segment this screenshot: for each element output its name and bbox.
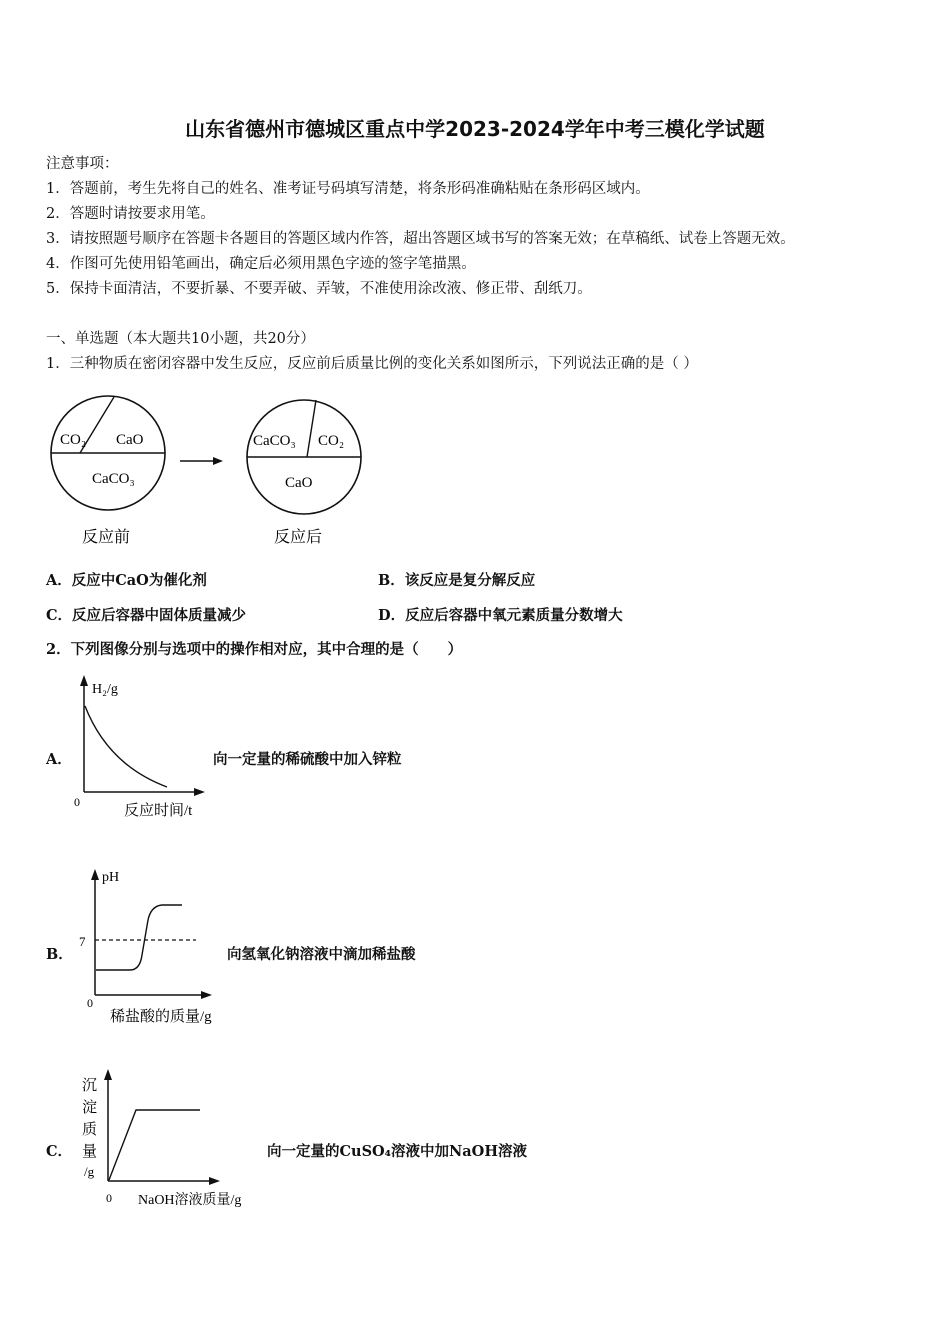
graph-c-origin: 0 (106, 1191, 112, 1205)
section-heading: 一、单选题（本大题共10小题，共20分） (46, 331, 315, 347)
graph-c-ylabel-3: 质 (82, 1122, 98, 1138)
question-2-stem: 2．下列图像分别与选项中的操作相对应，其中合理的是（ ） (46, 641, 463, 658)
q2-option-b-letter: B． (46, 946, 73, 963)
q2-option-c-desc: 向一定量的CuSO₄溶液中加NaOH溶液 (267, 1143, 528, 1160)
graph-c-xlabel: NaOH溶液质量/g (138, 1193, 242, 1208)
graph-c-line (109, 1110, 200, 1180)
graph-a-origin: 0 (74, 795, 80, 809)
graph-c-ylabel-4: 量 (82, 1144, 98, 1160)
pie-after-caption: 反应后 (274, 529, 323, 546)
graph-a-xlabel: 反应时间/t (124, 803, 193, 819)
notice-item: 2．答题时请按要求用笔。 (46, 206, 215, 222)
pie-before-caption: 反应前 (82, 529, 131, 546)
q2-option-c-letter: C． (46, 1143, 73, 1160)
q2-option-b-desc: 向氢氧化钠溶液中滴加稀盐酸 (227, 946, 416, 963)
q1-option-c: C．反应后容器中固体质量减少 (46, 607, 247, 624)
notice-item: 1．答题前，考生先将自己的姓名、准考证号码填写清楚，将条形码准确粘贴在条形码区域内。 (46, 181, 650, 197)
q1-option-a: A．反应中CaO为催化剂 (46, 572, 207, 589)
q2-option-a-letter: A． (46, 751, 72, 768)
pie-after-label-3: CaO (285, 475, 313, 491)
graph-b-ylabel: pH (102, 870, 120, 885)
q2-option-a-desc: 向一定量的稀硫酸中加入锌粒 (213, 751, 402, 768)
q1-option-b: B．该反应是复分解反应 (378, 572, 536, 589)
pie-after-label-1: CaCO₃ (253, 433, 296, 449)
page-title: 山东省德州市德城区重点中学2023-2024学年中考三模化学试题 (185, 117, 765, 141)
question-1-stem: 1．三种物质在密闭容器中发生反应，反应前后质量比例的变化关系如图所示，下列说法正确的是（ ） (46, 356, 698, 372)
notice-item: 4．作图可先使用铅笔画出，确定后必须用黑色字迹的签字笔描黑。 (46, 256, 476, 272)
notice-heading: 注意事项： (46, 156, 119, 172)
notice-item: 3．请按照题号顺序在答题卡各题目的答题区域内作答，超出答题区域书写的答案无效；在草稿纸、试卷上答题无效。 (46, 231, 795, 247)
graph-b-xlabel: 稀盐酸的质量/g (110, 1009, 212, 1025)
q1-option-d: D．反应后容器中氧元素质量分数增大 (378, 607, 623, 624)
graph-a-ylabel: H₂/g (92, 682, 118, 697)
graph-c-ylabel-2: 淀 (82, 1100, 98, 1116)
graph-b-origin: 0 (87, 996, 93, 1010)
graph-b-ref-label: 7 (79, 934, 86, 949)
pie-before-label-1: CO₂ (60, 432, 87, 448)
pie-after-label-2: CO₂ (318, 433, 345, 449)
graph-c-ylabel-1: 沉 (82, 1078, 98, 1094)
pie-before-label-3: CaCO₃ (92, 471, 135, 487)
pie-before-label-2: CaO (116, 432, 144, 448)
notice-item: 5．保持卡面清洁，不要折暴、不要弄破、弄皱，不准使用涂改液、修正带、刮纸刀。 (46, 281, 592, 297)
graph-c-ylabel-5: /g (84, 1164, 95, 1179)
